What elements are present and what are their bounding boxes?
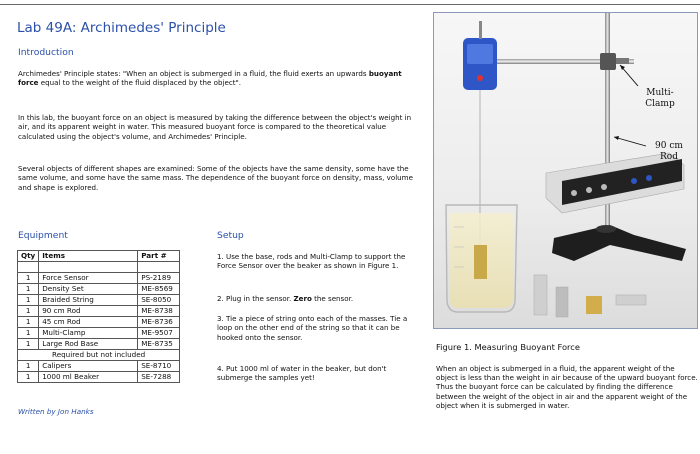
table-row — [18, 295, 180, 306]
rod-label-line1: 90 cm — [655, 141, 683, 151]
qty-cell: 1 — [18, 328, 39, 339]
table-spacer-row — [18, 262, 180, 273]
part-cell: ME-8569 — [138, 284, 180, 295]
multi-clamp — [600, 53, 616, 70]
sample-brass — [586, 296, 602, 314]
sample-block — [556, 287, 568, 317]
part-cell: SE-8050 — [138, 295, 180, 306]
sample-plate — [616, 295, 646, 305]
port-1 — [571, 190, 577, 196]
part-cell: PS-2189 — [138, 273, 180, 284]
buoyant-force-term: buoyant force — [18, 69, 402, 88]
required-subheader-row — [18, 350, 180, 361]
item-cell: Calipers — [39, 361, 138, 372]
zero-term: Zero — [293, 294, 312, 303]
top-rule — [0, 4, 700, 5]
item-cell: Multi-Clamp — [39, 328, 138, 339]
base-hub — [596, 225, 616, 233]
clamp-screw — [616, 58, 629, 64]
item-cell: Density Set — [39, 284, 138, 295]
part-header: Part # — [138, 251, 180, 262]
intro-p1-text-end: equal to the weight of the fluid displaced by the object". — [38, 78, 242, 88]
table-row — [18, 361, 180, 372]
qty-cell: 1 — [18, 295, 39, 306]
port-4 — [631, 178, 637, 184]
item-cell: Braided String — [39, 295, 138, 306]
port-3 — [601, 184, 607, 190]
setup-heading: Setup — [217, 230, 244, 241]
part-cell: ME-8736 — [138, 317, 180, 328]
table-row — [18, 317, 180, 328]
part-cell: SE-8710 — [138, 361, 180, 372]
apparatus-illustration — [434, 13, 698, 329]
figure-description: When an object is submerged in a fluid, the apparent weight of the object is less than the weight in air because of the upward buoyant force. Thus the buoyant force can be calculated by finding the difference between the weight of the object in air and the apparent weight of the object when it is submerged in water. — [436, 364, 698, 410]
setup-step-2 — [217, 294, 417, 303]
intro-paragraph-1 — [18, 69, 416, 88]
intro-paragraph-3: Several objects of different shapes are examined: Some of the objects have the same density, some have the same volume, and some have the same mass. The dependence of the buoyant force on density, mass, volume and shape is explored. — [18, 164, 413, 192]
sample-cylinder — [534, 275, 547, 315]
setup-step-3: 3. Tie a piece of string onto each of the masses. Tie a loop on the other end of the string so that it can be hooked onto the sensor. — [217, 314, 408, 342]
author-byline: Written by Jon Hanks — [18, 407, 94, 416]
figure-caption: Figure 1. Measuring Buoyant Force — [436, 342, 580, 352]
part-cell: ME-8738 — [138, 306, 180, 317]
sensor-button — [477, 75, 483, 81]
required-label: Required but not included — [18, 350, 180, 361]
sensor-panel — [467, 44, 493, 64]
item-cell: 45 cm Rod — [39, 317, 138, 328]
equipment-heading: Equipment — [18, 230, 68, 241]
part-cell: SE-7288 — [138, 372, 180, 383]
multi-clamp-label — [637, 88, 683, 110]
table-row — [18, 372, 180, 383]
intro-p1-text: Archimedes' Principle states: "When an object is submerged in a fluid, the fluid exerts an upwards — [18, 69, 369, 78]
port-2 — [586, 187, 592, 193]
figure-1-photo — [433, 12, 698, 329]
part-cell: ME-9507 — [138, 328, 180, 339]
port-5 — [646, 175, 652, 181]
qty-cell: 1 — [18, 361, 39, 372]
qty-cell: 1 — [18, 284, 39, 295]
table-row — [18, 273, 180, 284]
multi-clamp-label-line2: Clamp — [645, 99, 675, 109]
submerged-sample — [474, 245, 487, 279]
step-2-text: 2. Plug in the sensor. — [217, 294, 294, 303]
qty-cell: 1 — [18, 317, 39, 328]
rod-label — [646, 141, 692, 163]
sensor-hook — [479, 21, 482, 39]
items-header: Items — [39, 251, 138, 262]
qty-cell: 1 — [18, 372, 39, 383]
setup-step-1: 1. Use the base, rods and Multi-Clamp to support the Force Sensor over the beaker as shown in Figure 1. — [217, 252, 406, 271]
table-row — [18, 328, 180, 339]
step-2-text-end: the sensor. — [311, 294, 354, 303]
equipment-table — [17, 250, 180, 383]
item-cell: Large Rod Base — [39, 339, 138, 350]
qty-cell: 1 — [18, 273, 39, 284]
qty-cell: 1 — [18, 306, 39, 317]
qty-cell: 1 — [18, 339, 39, 350]
table-row — [18, 339, 180, 350]
item-cell: 1000 ml Beaker — [39, 372, 138, 383]
item-cell: Force Sensor — [39, 273, 138, 284]
qty-header: Qty — [18, 251, 39, 262]
table-header-row — [18, 251, 180, 262]
page-title: Lab 49A: Archimedes' Principle — [17, 20, 226, 36]
table-row — [18, 306, 180, 317]
intro-paragraph-2: In this lab, the buoyant force on an object is measured by taking the difference between the object's weight in air, and its apparent weight in water. This measured buoyant force is compared to the theoretical value calculated using the object's volume, and Archimedes' Principle. — [18, 113, 412, 141]
setup-step-4: 4. Put 1000 ml of water in the beaker, but don't submerge the samples yet! — [217, 364, 387, 383]
part-cell: ME-8735 — [138, 339, 180, 350]
table-row — [18, 284, 180, 295]
multi-clamp-label-line1: Multi- — [646, 88, 674, 98]
item-cell: 90 cm Rod — [39, 306, 138, 317]
introduction-heading: Introduction — [18, 47, 74, 58]
rod-label-line2: Rod — [660, 152, 678, 162]
